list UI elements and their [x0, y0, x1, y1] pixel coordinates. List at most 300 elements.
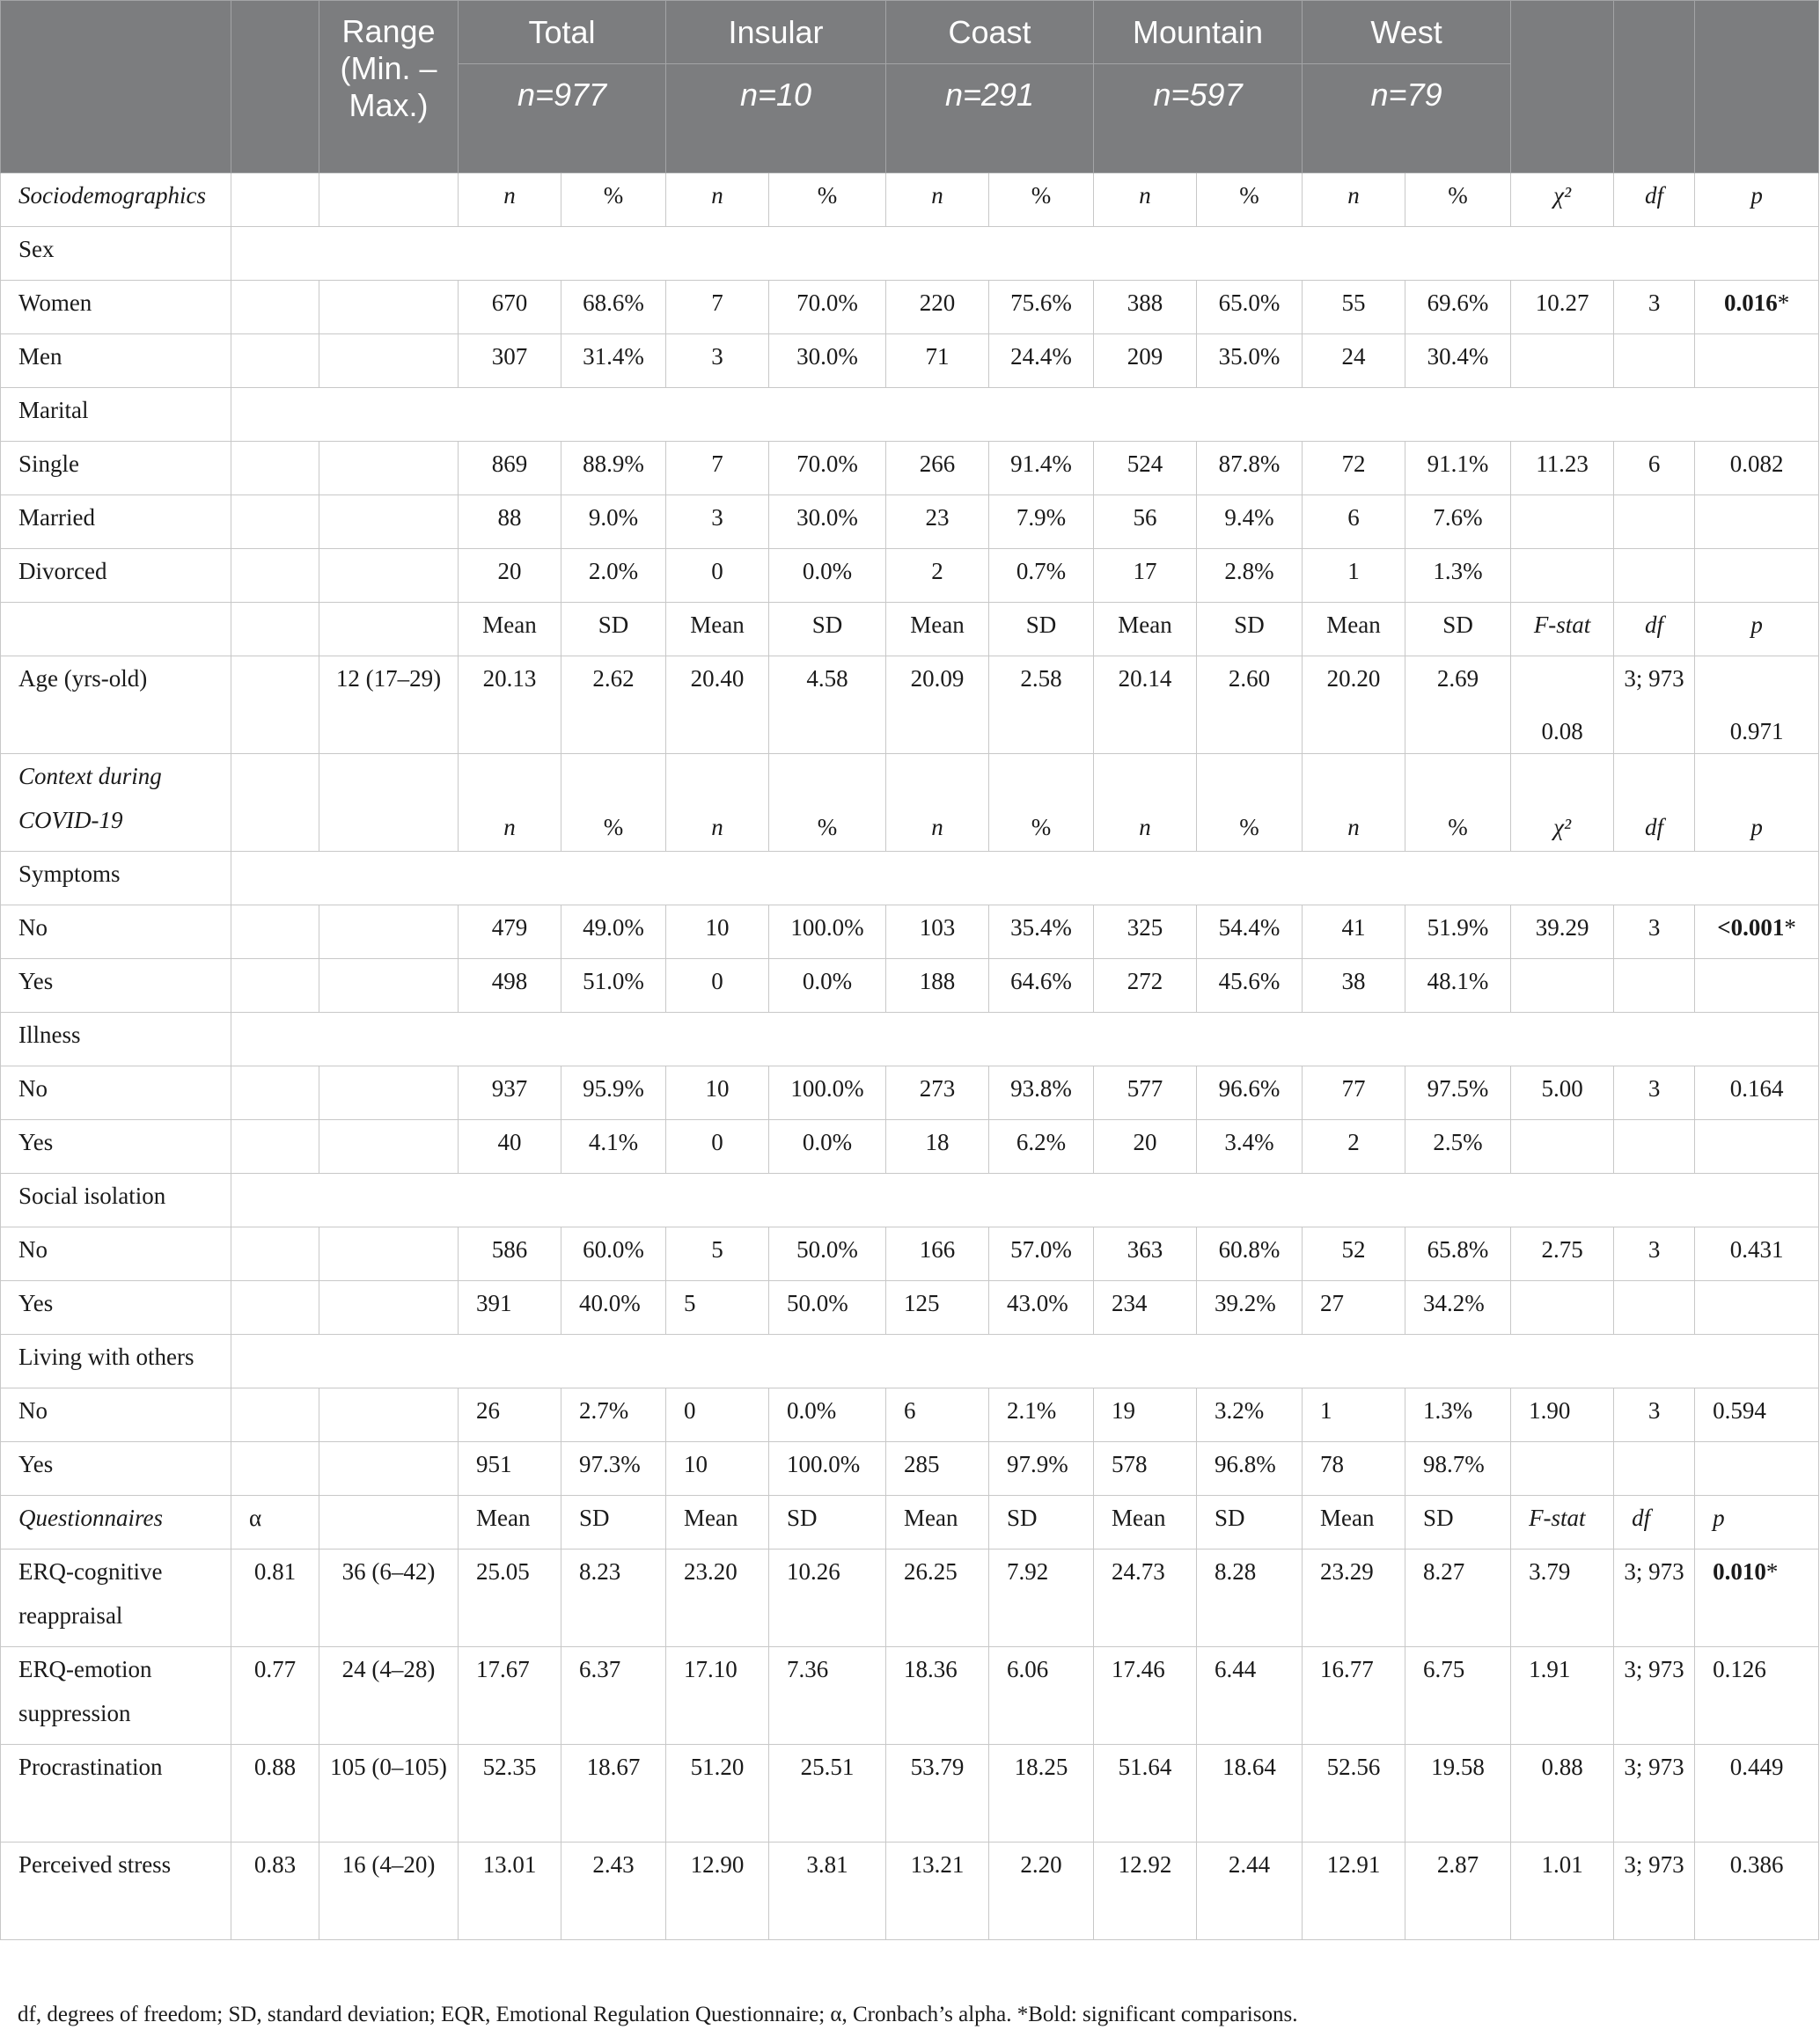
row-stat: 1.91: [1511, 1647, 1614, 1745]
row-value: 7: [666, 442, 769, 495]
subheader-col: Mean: [1303, 603, 1405, 656]
header-empty-label: [1, 1, 231, 173]
row-alpha: [231, 549, 319, 603]
row-value: 60.0%: [561, 1227, 666, 1281]
table-row: [1, 905, 1819, 959]
subheader-row: [1, 173, 1819, 227]
row-range: [319, 1120, 459, 1174]
row-value: 2.60: [1197, 656, 1303, 754]
section-fill: [231, 1174, 1819, 1227]
subheader-col: Mean: [886, 603, 989, 656]
section-fill: [231, 227, 1819, 281]
row-value: 52: [1303, 1227, 1405, 1281]
subheader-col: χ²: [1511, 754, 1614, 852]
row-value: 7.9%: [989, 495, 1094, 549]
row-value: 2.7%: [561, 1388, 666, 1442]
row-value: 0: [666, 1388, 769, 1442]
row-value: 54.4%: [1197, 905, 1303, 959]
row-value: 78: [1303, 1442, 1405, 1496]
subheader-row: [1, 1496, 1819, 1549]
row-value: 20.09: [886, 656, 989, 754]
subheader-col: SD: [1405, 603, 1511, 656]
row-value: 20: [459, 549, 561, 603]
row-value: 100.0%: [769, 1066, 886, 1120]
row-value: 388: [1094, 281, 1197, 334]
row-label: ERQ-emotion suppression: [1, 1647, 231, 1745]
header-n-mountain: n=597: [1094, 64, 1303, 173]
table-row: [1, 1442, 1819, 1496]
subheader-col: SD: [989, 603, 1094, 656]
row-value: 55: [1303, 281, 1405, 334]
subheader-alpha: [231, 603, 319, 656]
subheader-col: n: [1303, 173, 1405, 227]
subheader-range: [319, 173, 459, 227]
row-df: [1614, 334, 1695, 388]
section-label: Social isolation: [1, 1174, 231, 1227]
row-value: 18: [886, 1120, 989, 1174]
row-alpha: [231, 281, 319, 334]
row-stat: 2.75: [1511, 1227, 1614, 1281]
row-value: 3: [666, 334, 769, 388]
row-value: 577: [1094, 1066, 1197, 1120]
row-value: 91.1%: [1405, 442, 1511, 495]
row-value: 25.05: [459, 1549, 561, 1647]
p-value: 0.010: [1713, 1558, 1766, 1585]
row-stat: 5.00: [1511, 1066, 1614, 1120]
row-value: 17.67: [459, 1647, 561, 1745]
subheader-col: n: [886, 754, 989, 852]
row-p-value: [1695, 1281, 1819, 1335]
row-value: 38: [1303, 959, 1405, 1013]
row-value: 20.13: [459, 656, 561, 754]
subheader-col: p: [1695, 754, 1819, 852]
row-range: [319, 1388, 459, 1442]
row-value: 1.3%: [1405, 549, 1511, 603]
subheader-col: df: [1614, 754, 1695, 852]
row-value: 24.73: [1094, 1549, 1197, 1647]
row-df: 3; 973: [1614, 1745, 1695, 1843]
row-value: 13.01: [459, 1843, 561, 1940]
row-df: 3: [1614, 1388, 1695, 1442]
p-value: 0.082: [1729, 451, 1784, 477]
row-label: Age (yrs-old): [1, 656, 231, 754]
row-value: 30.0%: [769, 334, 886, 388]
row-alpha: [231, 1388, 319, 1442]
subheader-col: Mean: [459, 603, 561, 656]
row-df: 3; 973: [1614, 1647, 1695, 1745]
row-value: 100.0%: [769, 905, 886, 959]
row-value: 2.0%: [561, 549, 666, 603]
header-empty-stat: [1511, 1, 1614, 173]
row-value: 20.40: [666, 656, 769, 754]
row-value: 18.36: [886, 1647, 989, 1745]
row-value: 0.0%: [769, 1120, 886, 1174]
row-value: 234: [1094, 1281, 1197, 1335]
row-value: 7.6%: [1405, 495, 1511, 549]
row-alpha: [231, 1066, 319, 1120]
row-alpha: 0.88: [231, 1745, 319, 1843]
row-value: 2: [1303, 1120, 1405, 1174]
table-row: [1, 549, 1819, 603]
row-df: [1614, 959, 1695, 1013]
row-value: 12.91: [1303, 1843, 1405, 1940]
subheader-range: [319, 603, 459, 656]
table-row: [1, 1227, 1819, 1281]
subheader-col: SD: [561, 603, 666, 656]
row-value: 125: [886, 1281, 989, 1335]
table-body: [1, 173, 1819, 1940]
section-row: [1, 227, 1819, 281]
subheader-range: [319, 754, 459, 852]
row-value: 285: [886, 1442, 989, 1496]
row-stat: [1511, 1442, 1614, 1496]
row-value: 6.06: [989, 1647, 1094, 1745]
section-row: [1, 852, 1819, 905]
section-label: Symptoms: [1, 852, 231, 905]
subheader-col: %: [561, 754, 666, 852]
subheader-col: %: [561, 173, 666, 227]
row-range: [319, 1281, 459, 1335]
row-value: 70.0%: [769, 281, 886, 334]
subheader-col: SD: [561, 1496, 666, 1549]
row-value: 2.58: [989, 656, 1094, 754]
row-df: 3; 973: [1614, 1549, 1695, 1647]
row-stat: [1511, 1281, 1614, 1335]
row-df: [1614, 1281, 1695, 1335]
row-value: 498: [459, 959, 561, 1013]
row-label: No: [1, 1227, 231, 1281]
row-label: Married: [1, 495, 231, 549]
table-row: [1, 1745, 1819, 1843]
row-label: Yes: [1, 1442, 231, 1496]
row-value: 2.44: [1197, 1843, 1303, 1940]
subheader-col: n: [666, 754, 769, 852]
row-value: 31.4%: [561, 334, 666, 388]
row-value: 0: [666, 959, 769, 1013]
row-value: 51.64: [1094, 1745, 1197, 1843]
row-p-value: [1695, 495, 1819, 549]
row-value: 363: [1094, 1227, 1197, 1281]
row-df: 3; 973: [1614, 656, 1695, 754]
row-value: 19: [1094, 1388, 1197, 1442]
row-stat: [1511, 549, 1614, 603]
row-stat: [1511, 959, 1614, 1013]
section-fill: [231, 1335, 1819, 1388]
row-df: 6: [1614, 442, 1695, 495]
row-label: No: [1, 1388, 231, 1442]
row-value: 24.4%: [989, 334, 1094, 388]
row-value: 2.8%: [1197, 549, 1303, 603]
table-row: [1, 495, 1819, 549]
subheader-col: Mean: [1094, 1496, 1197, 1549]
row-stat: 3.79: [1511, 1549, 1614, 1647]
row-value: 93.8%: [989, 1066, 1094, 1120]
row-value: 951: [459, 1442, 561, 1496]
row-value: 24: [1303, 334, 1405, 388]
subheader-col: %: [769, 754, 886, 852]
row-p-value: [1695, 1388, 1819, 1442]
row-value: 3.4%: [1197, 1120, 1303, 1174]
row-df: [1614, 549, 1695, 603]
row-value: 9.4%: [1197, 495, 1303, 549]
table-row: [1, 1066, 1819, 1120]
subheader-col: %: [1405, 173, 1511, 227]
row-value: 272: [1094, 959, 1197, 1013]
row-label: Perceived stress: [1, 1843, 231, 1940]
row-p-value: [1695, 549, 1819, 603]
row-stat: 10.27: [1511, 281, 1614, 334]
p-value: 0.386: [1729, 1851, 1784, 1878]
p-value: 0.449: [1729, 1754, 1784, 1780]
row-alpha: 0.81: [231, 1549, 319, 1647]
row-stat: 1.90: [1511, 1388, 1614, 1442]
row-value: 17.10: [666, 1647, 769, 1745]
subheader-col: %: [1405, 754, 1511, 852]
subheader-col: SD: [989, 1496, 1094, 1549]
row-label: Women: [1, 281, 231, 334]
row-value: 8.23: [561, 1549, 666, 1647]
row-value: 13.21: [886, 1843, 989, 1940]
p-value: <0.001: [1717, 914, 1785, 941]
row-value: 96.6%: [1197, 1066, 1303, 1120]
row-value: 18.64: [1197, 1745, 1303, 1843]
row-value: 8.27: [1405, 1549, 1511, 1647]
row-value: 52.35: [459, 1745, 561, 1843]
subheader-label: Context during COVID-19: [1, 754, 231, 852]
row-value: 52.56: [1303, 1745, 1405, 1843]
row-value: 49.0%: [561, 905, 666, 959]
row-value: 65.0%: [1197, 281, 1303, 334]
subheader-range: [319, 1496, 459, 1549]
row-df: 3: [1614, 281, 1695, 334]
row-p-value: [1695, 1647, 1819, 1745]
table-row: [1, 1120, 1819, 1174]
row-value: 188: [886, 959, 989, 1013]
subheader-alpha: [231, 754, 319, 852]
row-value: 17: [1094, 549, 1197, 603]
header-n-insular: n=10: [666, 64, 886, 173]
row-value: 2.69: [1405, 656, 1511, 754]
row-value: 10.26: [769, 1549, 886, 1647]
row-df: [1614, 1120, 1695, 1174]
row-value: 4.1%: [561, 1120, 666, 1174]
row-value: 51.9%: [1405, 905, 1511, 959]
row-range: [319, 334, 459, 388]
header-n-total: n=977: [459, 64, 666, 173]
row-value: 0.0%: [769, 959, 886, 1013]
section-label: Sex: [1, 227, 231, 281]
table-row: [1, 1843, 1819, 1940]
row-range: [319, 905, 459, 959]
table-footnote: df, degrees of freedom; SD, standard deviation; EQR, Emotional Regulation Questionnaire; α, Cronbach’s alpha. *Bold: significant comparisons.: [18, 2003, 1298, 2026]
subheader-col: SD: [769, 1496, 886, 1549]
subheader-col: n: [886, 173, 989, 227]
row-value: 98.7%: [1405, 1442, 1511, 1496]
row-value: 18.25: [989, 1745, 1094, 1843]
section-label: Illness: [1, 1013, 231, 1066]
row-alpha: [231, 1281, 319, 1335]
row-value: 68.6%: [561, 281, 666, 334]
row-value: 4.58: [769, 656, 886, 754]
row-value: 0.0%: [769, 1388, 886, 1442]
section-fill: [231, 852, 1819, 905]
table-row: [1, 1647, 1819, 1745]
row-stat: 0.88: [1511, 1745, 1614, 1843]
row-value: 0: [666, 1120, 769, 1174]
subheader-col: p: [1695, 173, 1819, 227]
row-value: 35.4%: [989, 905, 1094, 959]
p-value: 0.431: [1729, 1236, 1784, 1263]
header-empty-df: [1614, 1, 1695, 173]
row-value: 391: [459, 1281, 561, 1335]
subheader-col: χ²: [1511, 173, 1614, 227]
row-value: 209: [1094, 334, 1197, 388]
row-value: 20.20: [1303, 656, 1405, 754]
row-value: 3.81: [769, 1843, 886, 1940]
row-range: [319, 959, 459, 1013]
row-value: 5: [666, 1227, 769, 1281]
row-value: 103: [886, 905, 989, 959]
row-value: 578: [1094, 1442, 1197, 1496]
row-label: Yes: [1, 959, 231, 1013]
row-range: [319, 549, 459, 603]
subheader-col: %: [989, 754, 1094, 852]
row-value: 0.7%: [989, 549, 1094, 603]
row-label: No: [1, 905, 231, 959]
section-row: [1, 1335, 1819, 1388]
row-p-value: [1695, 1227, 1819, 1281]
row-value: 6.75: [1405, 1647, 1511, 1745]
row-value: 2.20: [989, 1843, 1094, 1940]
header-group-coast: Coast: [886, 1, 1094, 64]
row-range: 12 (17–29): [319, 656, 459, 754]
row-alpha: 0.83: [231, 1843, 319, 1940]
row-value: 25.51: [769, 1745, 886, 1843]
row-value: 53.79: [886, 1745, 989, 1843]
row-value: 64.6%: [989, 959, 1094, 1013]
row-df: 3; 973: [1614, 1843, 1695, 1940]
row-stat: 1.01: [1511, 1843, 1614, 1940]
row-stat: [1511, 1120, 1614, 1174]
row-label: No: [1, 1066, 231, 1120]
row-value: 50.0%: [769, 1227, 886, 1281]
row-value: 325: [1094, 905, 1197, 959]
row-value: 937: [459, 1066, 561, 1120]
row-value: 17.46: [1094, 1647, 1197, 1745]
subheader-col: F-stat: [1511, 603, 1614, 656]
row-value: 19.58: [1405, 1745, 1511, 1843]
header-group-total: Total: [459, 1, 666, 64]
header-empty-alpha: [231, 1, 319, 173]
row-value: 43.0%: [989, 1281, 1094, 1335]
subheader-label: Sociodemographics: [1, 173, 231, 227]
row-p-value: [1695, 1549, 1819, 1647]
row-value: 1.3%: [1405, 1388, 1511, 1442]
row-value: 307: [459, 334, 561, 388]
subheader-col: SD: [1197, 1496, 1303, 1549]
row-value: 9.0%: [561, 495, 666, 549]
p-value: 0.971: [1729, 718, 1784, 744]
p-star: *: [1784, 914, 1796, 941]
subheader-col: Mean: [1303, 1496, 1405, 1549]
subheader-col: p: [1695, 1496, 1819, 1549]
p-star: *: [1777, 289, 1790, 316]
table-row: [1, 959, 1819, 1013]
table-row: [1, 1549, 1819, 1647]
row-stat: [1511, 495, 1614, 549]
subheader-col: n: [1094, 173, 1197, 227]
table-row: [1, 281, 1819, 334]
row-value: 57.0%: [989, 1227, 1094, 1281]
row-value: 10: [666, 1442, 769, 1496]
row-value: 479: [459, 905, 561, 959]
header-empty-p: [1695, 1, 1819, 173]
subheader-col: p: [1695, 603, 1819, 656]
row-value: 5: [666, 1281, 769, 1335]
subheader-alpha: α: [231, 1496, 319, 1549]
subheader-col: n: [459, 173, 561, 227]
p-value: 0.594: [1713, 1397, 1766, 1424]
section-row: [1, 1174, 1819, 1227]
subheader-col: %: [1197, 173, 1303, 227]
subheader-col: n: [1303, 754, 1405, 852]
row-value: 6: [886, 1388, 989, 1442]
p-value: 0.164: [1729, 1075, 1784, 1102]
subheader-col: %: [1197, 754, 1303, 852]
subheader-row: [1, 603, 1819, 656]
subheader-col: SD: [1405, 1496, 1511, 1549]
table-row: [1, 656, 1819, 754]
row-alpha: [231, 959, 319, 1013]
subheader-col: %: [989, 173, 1094, 227]
row-p-value: [1695, 959, 1819, 1013]
row-value: 7.92: [989, 1549, 1094, 1647]
row-value: 8.28: [1197, 1549, 1303, 1647]
table-row: [1, 334, 1819, 388]
subheader-col: df: [1614, 603, 1695, 656]
row-value: 97.3%: [561, 1442, 666, 1496]
section-fill: [231, 1013, 1819, 1066]
subheader-col: Mean: [666, 603, 769, 656]
header-group-insular: Insular: [666, 1, 886, 64]
row-value: 1: [1303, 1388, 1405, 1442]
row-value: 75.6%: [989, 281, 1094, 334]
row-stat: 11.23: [1511, 442, 1614, 495]
section-row: [1, 1013, 1819, 1066]
row-value: 2: [886, 549, 989, 603]
subheader-col: SD: [1197, 603, 1303, 656]
row-value: 40.0%: [561, 1281, 666, 1335]
row-value: 1: [1303, 549, 1405, 603]
row-df: 3: [1614, 1227, 1695, 1281]
row-value: 30.4%: [1405, 334, 1511, 388]
row-alpha: [231, 905, 319, 959]
row-value: 7: [666, 281, 769, 334]
row-label: ERQ-cognitive reappraisal: [1, 1549, 231, 1647]
row-value: 2.62: [561, 656, 666, 754]
header-group-mountain: Mountain: [1094, 1, 1303, 64]
row-value: 23: [886, 495, 989, 549]
row-value: 51.0%: [561, 959, 666, 1013]
row-label: Single: [1, 442, 231, 495]
row-value: 18.67: [561, 1745, 666, 1843]
row-value: 10: [666, 1066, 769, 1120]
row-value: 97.5%: [1405, 1066, 1511, 1120]
row-p-value: [1695, 1745, 1819, 1843]
row-value: 3: [666, 495, 769, 549]
row-value: 72: [1303, 442, 1405, 495]
row-value: 6.37: [561, 1647, 666, 1745]
